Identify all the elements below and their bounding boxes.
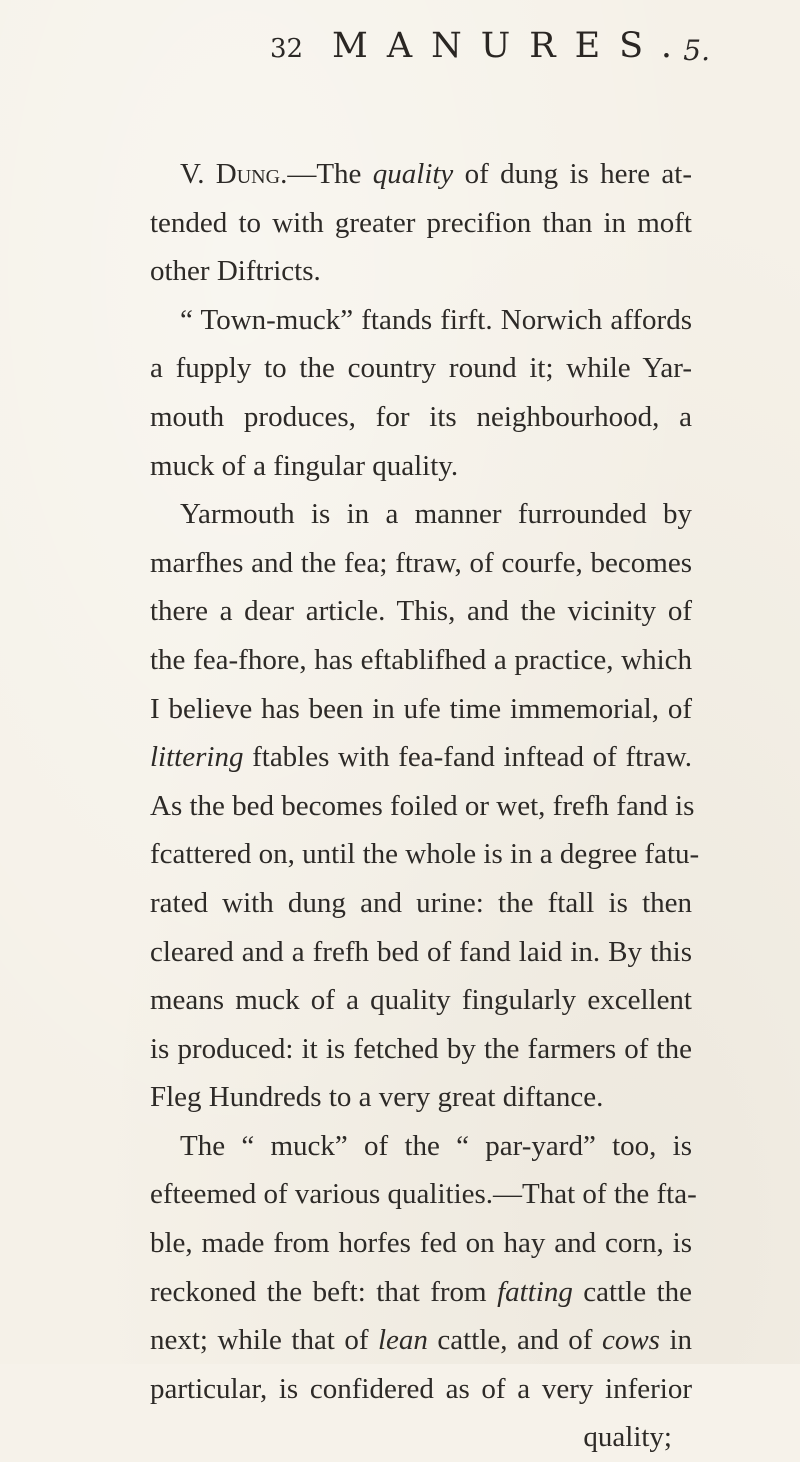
- text-line: [150, 782, 695, 831]
- text-line: [150, 393, 692, 442]
- text-line: [150, 150, 692, 199]
- text-segment: V.: [180, 158, 216, 190]
- text-line: [150, 830, 700, 879]
- text-segment: The “ muck” of the “ par-yard” too, is: [180, 1129, 692, 1162]
- text-line: [150, 296, 692, 345]
- text-line: [150, 1219, 692, 1268]
- text-segment: Fleg Hundreds to a very great diftance.: [150, 1081, 604, 1114]
- text-segment: mouth produces, for its neighbourhood, a: [150, 400, 692, 433]
- text-line: [150, 539, 692, 588]
- italic-word: littering: [150, 741, 244, 774]
- text-segment: other Diftricts.: [150, 255, 321, 288]
- text-line: [150, 733, 692, 782]
- paragraph: [150, 296, 692, 490]
- text-segment: there a dear article. This, and the vicinity of: [150, 595, 692, 628]
- text-segment: cattle, and of: [427, 1324, 602, 1357]
- text-line: [150, 1365, 692, 1414]
- italic-word: quality: [372, 158, 454, 190]
- text-segment: efteemed of various qualities.—That of the fta-: [150, 1178, 697, 1211]
- text-segment: tended to with greater precifion than in moft: [150, 206, 692, 239]
- text-line: [150, 976, 692, 1025]
- text-segment: a fupply to the country round it; while Yar-: [150, 352, 692, 385]
- text-line: [150, 1073, 692, 1122]
- text-segment: As the bed becomes foiled or wet, frefh fand is: [150, 789, 695, 822]
- text-line: [150, 1316, 692, 1365]
- text-line: [150, 199, 692, 248]
- text-line: [150, 1268, 692, 1317]
- text-line: [150, 344, 692, 393]
- text-segment: I believe has been in ufe time immemorial, of: [150, 692, 692, 725]
- body-text: [150, 150, 700, 1462]
- text-line: [150, 587, 692, 636]
- page-header: [270, 26, 710, 86]
- catchword: quality;: [583, 1421, 672, 1454]
- text-line: [150, 247, 692, 296]
- italic-word: lean: [378, 1324, 428, 1357]
- text-segment: next; while that of: [150, 1324, 378, 1357]
- text-line: [150, 879, 692, 928]
- text-segment: is produced: it is fetched by the farmers of the: [150, 1032, 692, 1065]
- small-caps-word: Dung.: [215, 158, 288, 190]
- text-line: [150, 636, 692, 685]
- paragraph: [150, 1122, 697, 1414]
- paragraph: [150, 490, 700, 1122]
- running-head: MANURES.: [332, 26, 691, 66]
- paragraph: [150, 150, 692, 296]
- text-segment: ftables with fea-fand inftead of ftraw.: [243, 741, 692, 774]
- text-segment: particular, is confidered as of a very inferior: [150, 1372, 692, 1405]
- text-segment: Yarmouth is in a manner furrounded by: [180, 498, 692, 531]
- text-segment: reckoned the beft: that from: [150, 1275, 498, 1308]
- text-segment: —The: [287, 158, 373, 190]
- text-segment: of dung is here at-: [453, 158, 692, 190]
- text-segment: the fea-fhore, has eftablifhed a practice, which: [150, 643, 692, 676]
- text-segment: muck of a fingular quality.: [150, 449, 459, 482]
- text-line: [150, 1025, 692, 1074]
- text-segment: rated with dung and urine: the ftall is then: [150, 886, 692, 919]
- text-segment: means muck of a quality fingularly excellent: [150, 984, 692, 1017]
- text-line: [150, 685, 692, 734]
- text-line: [150, 928, 692, 977]
- text-line: [150, 490, 692, 539]
- text-line: [150, 1122, 692, 1171]
- text-segment: cattle the: [572, 1275, 692, 1308]
- text-line: [150, 442, 692, 491]
- page-number: 32: [270, 34, 304, 64]
- italic-word: fatting: [497, 1275, 573, 1308]
- text-segment: ble, made from horfes fed on hay and corn, is: [150, 1227, 692, 1260]
- italic-word: cows: [601, 1324, 660, 1357]
- text-segment: in: [659, 1324, 692, 1357]
- text-line: [150, 1170, 697, 1219]
- text-segment: cleared and a frefh bed of fand laid in. By this: [150, 935, 692, 968]
- text-segment: fcattered on, until the whole is in a degree fatu-: [150, 838, 700, 871]
- text-segment: marfhes and the fea; ftraw, of courfe, becomes: [150, 546, 692, 579]
- signature-mark: 5.: [683, 34, 710, 67]
- text-segment: “ Town-muck” ftands firft. Norwich affords: [180, 303, 692, 336]
